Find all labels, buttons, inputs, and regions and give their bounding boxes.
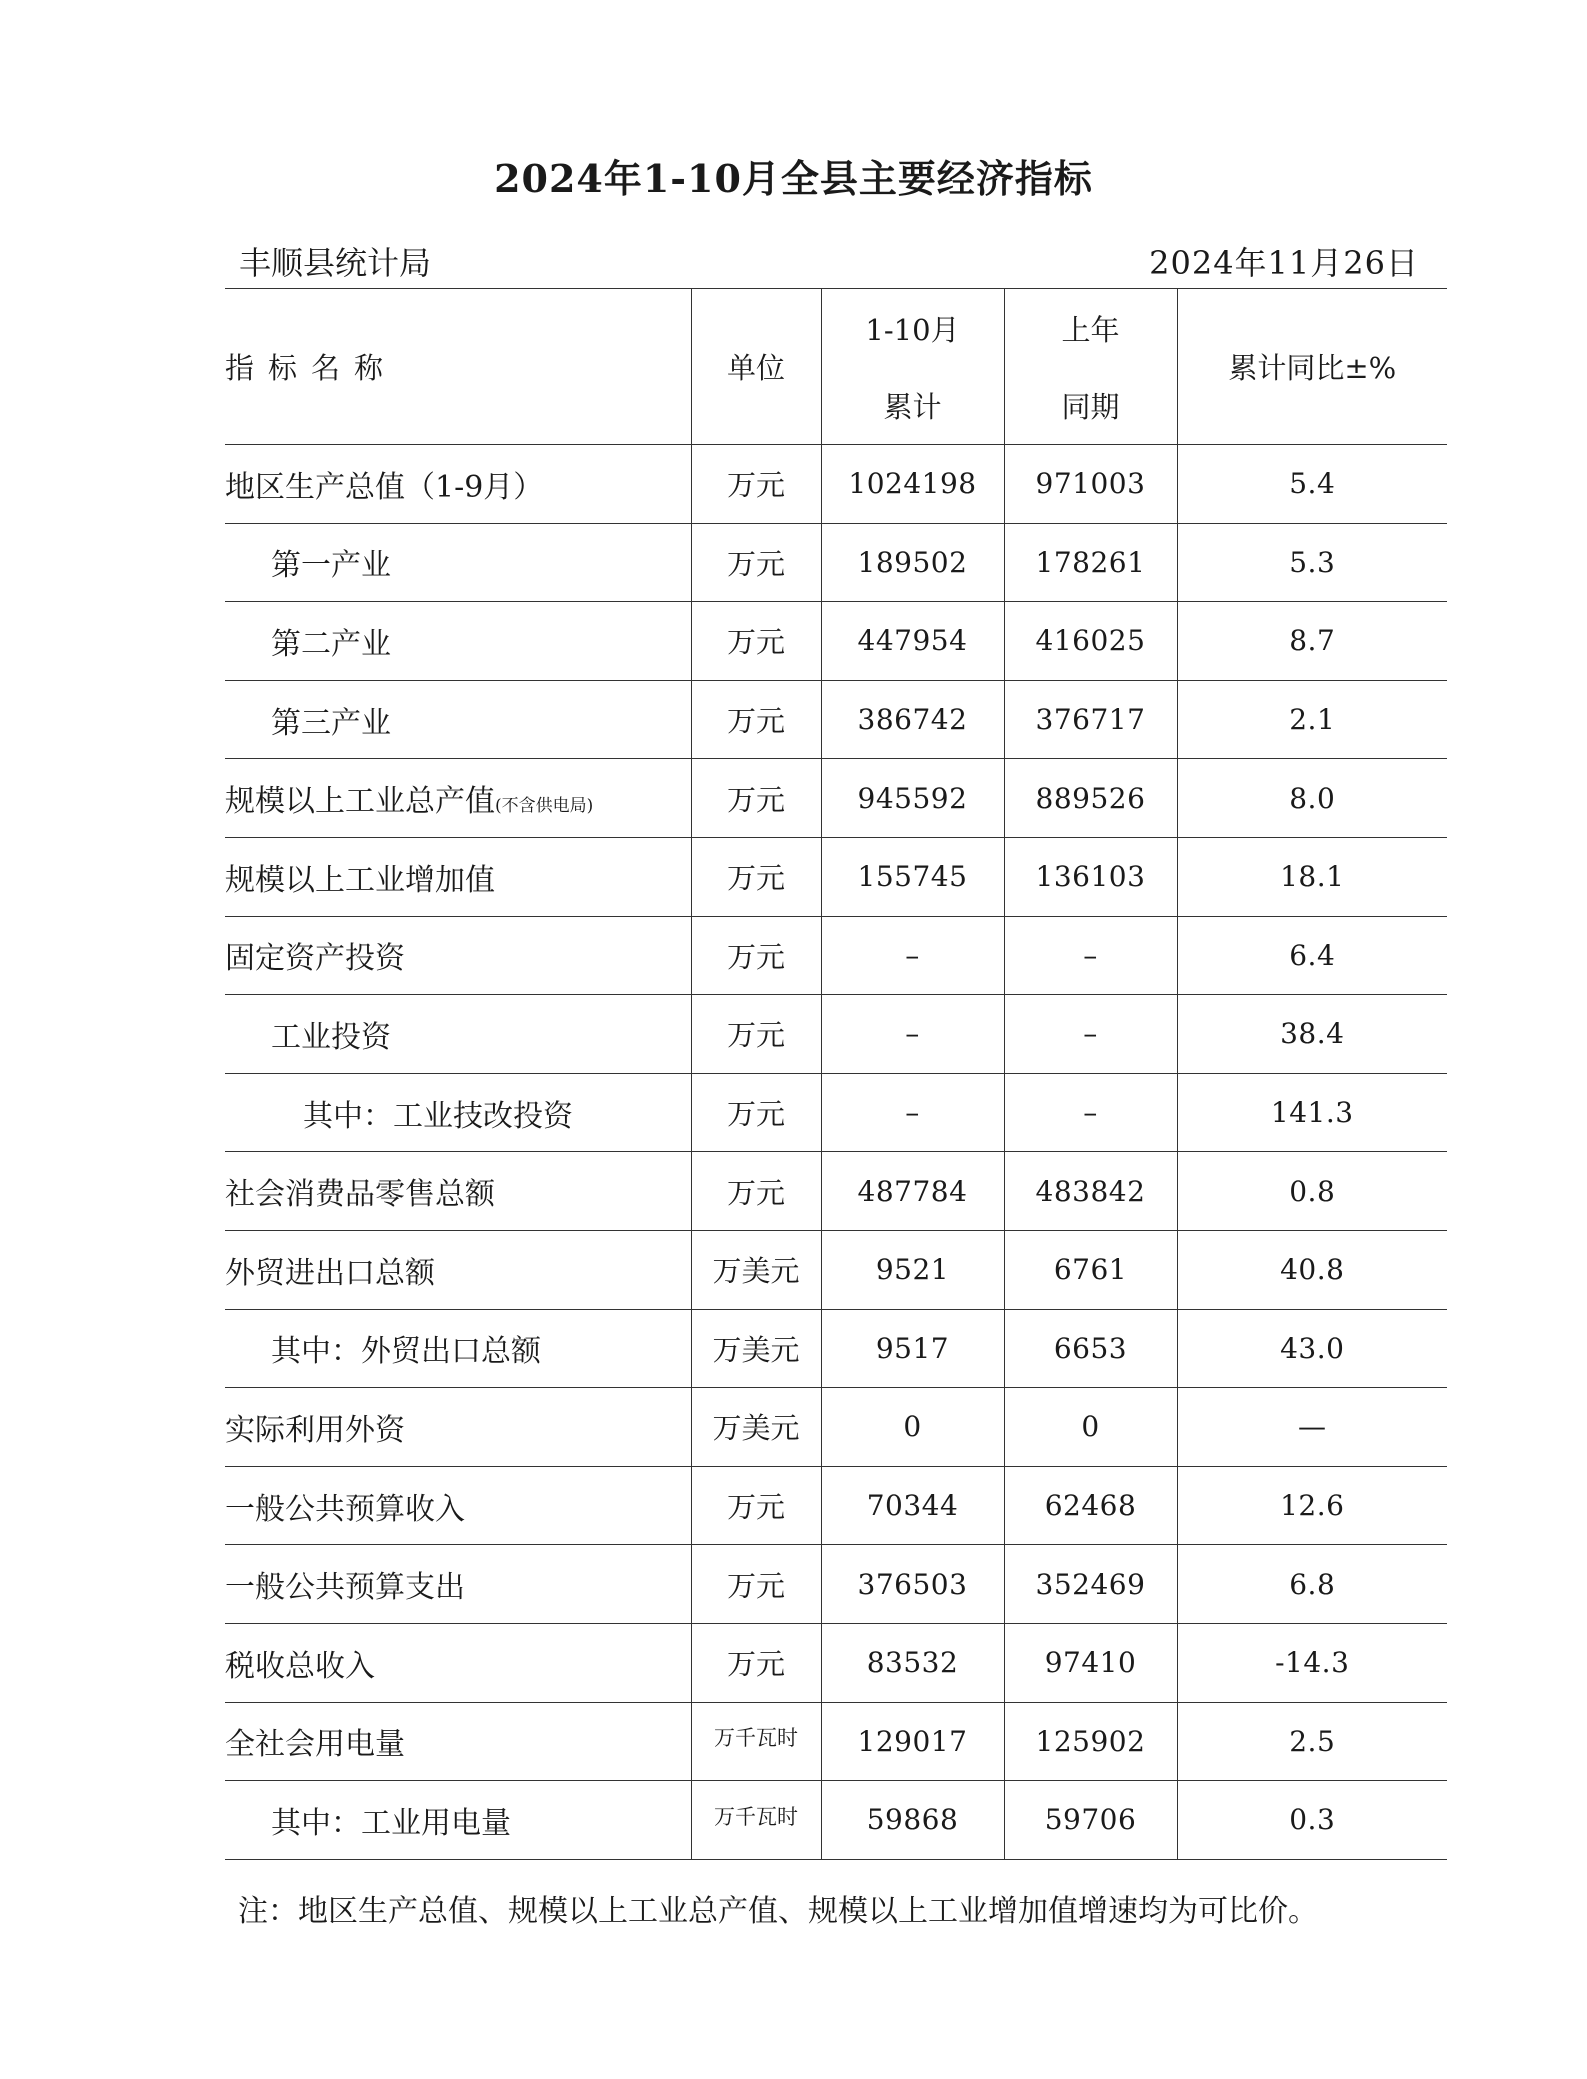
table-row (225, 759, 1447, 838)
table-row (225, 523, 1447, 602)
row-change: 5.3 (1177, 523, 1447, 602)
row-name: 固定资产投资 (225, 916, 691, 995)
row-name-note: (不含供电局) (495, 796, 594, 817)
row-name: 一般公共预算收入 (225, 1466, 691, 1545)
row-previous: 62468 (1004, 1466, 1177, 1545)
header-previous (1004, 289, 1177, 445)
row-name: 规模以上工业总产值 (225, 784, 495, 820)
row-change: 2.1 (1177, 680, 1447, 759)
table-row (225, 837, 1447, 916)
row-name: 地区生产总值（1-9月） (225, 445, 691, 524)
header-previous-line2: 同期 (1061, 389, 1120, 424)
row-unit: 万元 (691, 445, 821, 524)
row-current: 59868 (821, 1781, 1004, 1860)
table-row (225, 1466, 1447, 1545)
table-row (225, 1388, 1447, 1467)
header-current (821, 289, 1004, 445)
header-unit: 单位 (691, 289, 821, 445)
row-previous: 889526 (1004, 759, 1177, 838)
row-change: 38.4 (1177, 995, 1447, 1074)
row-unit: 万元 (691, 602, 821, 681)
row-unit: 万元 (691, 1466, 821, 1545)
row-previous: 6653 (1004, 1309, 1177, 1388)
row-previous: 97410 (1004, 1623, 1177, 1702)
row-unit: 万元 (691, 1545, 821, 1624)
table-row (225, 1309, 1447, 1388)
row-name: 其中：外贸出口总额 (225, 1309, 691, 1388)
row-name-cell (225, 759, 691, 838)
table-row (225, 1623, 1447, 1702)
row-previous: 125902 (1004, 1702, 1177, 1781)
header-current-line1: 1-10月 (865, 312, 960, 347)
row-name: 其中：工业用电量 (225, 1781, 691, 1860)
table-row (225, 445, 1447, 524)
table-row (225, 602, 1447, 681)
row-current: – (821, 1073, 1004, 1152)
row-current: 0 (821, 1388, 1004, 1467)
row-previous: 483842 (1004, 1152, 1177, 1231)
row-change: 5.4 (1177, 445, 1447, 524)
row-current: 9521 (821, 1230, 1004, 1309)
row-change: 40.8 (1177, 1230, 1447, 1309)
row-name: 税收总收入 (225, 1623, 691, 1702)
row-change: 18.1 (1177, 837, 1447, 916)
issue-date: 2024年11月26日 (1149, 244, 1419, 282)
table-row (225, 995, 1447, 1074)
row-unit: 万美元 (691, 1230, 821, 1309)
row-unit: 万元 (691, 837, 821, 916)
row-name: 其中：工业技改投资 (225, 1073, 691, 1152)
document-title: 2024年1-10月全县主要经济指标 (494, 156, 1093, 201)
row-previous: 376717 (1004, 680, 1177, 759)
row-change: — (1177, 1388, 1447, 1467)
row-change: 6.8 (1177, 1545, 1447, 1624)
row-previous: 6761 (1004, 1230, 1177, 1309)
row-current: 376503 (821, 1545, 1004, 1624)
table-row (225, 1545, 1447, 1624)
row-previous: 136103 (1004, 837, 1177, 916)
row-current: – (821, 995, 1004, 1074)
header-current-line2: 累计 (883, 389, 942, 424)
table-row (225, 1152, 1447, 1231)
header-previous-line1: 上年 (1061, 312, 1120, 347)
row-name: 工业投资 (225, 995, 691, 1074)
row-current: 70344 (821, 1466, 1004, 1545)
row-previous: 0 (1004, 1388, 1177, 1467)
row-change: 141.3 (1177, 1073, 1447, 1152)
row-unit: 万元 (691, 680, 821, 759)
row-previous: – (1004, 916, 1177, 995)
row-current: – (821, 916, 1004, 995)
row-change: 43.0 (1177, 1309, 1447, 1388)
row-unit: 万元 (691, 1623, 821, 1702)
row-previous: – (1004, 1073, 1177, 1152)
row-previous: 352469 (1004, 1545, 1177, 1624)
header-change: 累计同比±% (1177, 289, 1447, 445)
row-previous: 178261 (1004, 523, 1177, 602)
table-row (225, 1781, 1447, 1860)
row-current: 945592 (821, 759, 1004, 838)
row-unit: 万千瓦时 (691, 1781, 821, 1860)
indicators-table (225, 288, 1447, 1860)
row-name: 一般公共预算支出 (225, 1545, 691, 1624)
row-name: 第二产业 (225, 602, 691, 681)
row-previous: 971003 (1004, 445, 1177, 524)
row-change: 8.0 (1177, 759, 1447, 838)
row-name: 实际利用外资 (225, 1388, 691, 1467)
row-unit: 万千瓦时 (691, 1702, 821, 1781)
table-row (225, 1230, 1447, 1309)
row-change: -14.3 (1177, 1623, 1447, 1702)
row-unit: 万元 (691, 759, 821, 838)
row-unit: 万元 (691, 995, 821, 1074)
table-row (225, 1073, 1447, 1152)
row-previous: 59706 (1004, 1781, 1177, 1860)
table-row (225, 916, 1447, 995)
row-change: 0.8 (1177, 1152, 1447, 1231)
row-change: 0.3 (1177, 1781, 1447, 1860)
row-previous: – (1004, 995, 1177, 1074)
footnote: 注：地区生产总值、规模以上工业总产值、规模以上工业增加值增速均为可比价。 (238, 1894, 1318, 1929)
row-unit: 万元 (691, 1073, 821, 1152)
row-current: 447954 (821, 602, 1004, 681)
table-row (225, 680, 1447, 759)
row-unit: 万美元 (691, 1388, 821, 1467)
row-name: 规模以上工业增加值 (225, 837, 691, 916)
row-name: 全社会用电量 (225, 1702, 691, 1781)
row-change: 6.4 (1177, 916, 1447, 995)
row-unit: 万元 (691, 916, 821, 995)
row-current: 129017 (821, 1702, 1004, 1781)
table-header-row (225, 289, 1447, 445)
row-current: 386742 (821, 680, 1004, 759)
issuing-organization: 丰顺县统计局 (239, 244, 432, 282)
row-name: 第三产业 (225, 680, 691, 759)
table-row (225, 1702, 1447, 1781)
row-previous: 416025 (1004, 602, 1177, 681)
row-current: 189502 (821, 523, 1004, 602)
header-indicator-name: 指标名称 (225, 289, 691, 445)
row-current: 487784 (821, 1152, 1004, 1231)
row-unit: 万元 (691, 1152, 821, 1231)
row-name: 外贸进出口总额 (225, 1230, 691, 1309)
row-name: 第一产业 (225, 523, 691, 602)
row-name: 社会消费品零售总额 (225, 1152, 691, 1231)
row-unit: 万元 (691, 523, 821, 602)
row-current: 155745 (821, 837, 1004, 916)
row-current: 83532 (821, 1623, 1004, 1702)
row-change: 12.6 (1177, 1466, 1447, 1545)
row-current: 1024198 (821, 445, 1004, 524)
document-meta (225, 238, 1447, 282)
row-unit: 万美元 (691, 1309, 821, 1388)
row-change: 2.5 (1177, 1702, 1447, 1781)
row-change: 8.7 (1177, 602, 1447, 681)
row-current: 9517 (821, 1309, 1004, 1388)
